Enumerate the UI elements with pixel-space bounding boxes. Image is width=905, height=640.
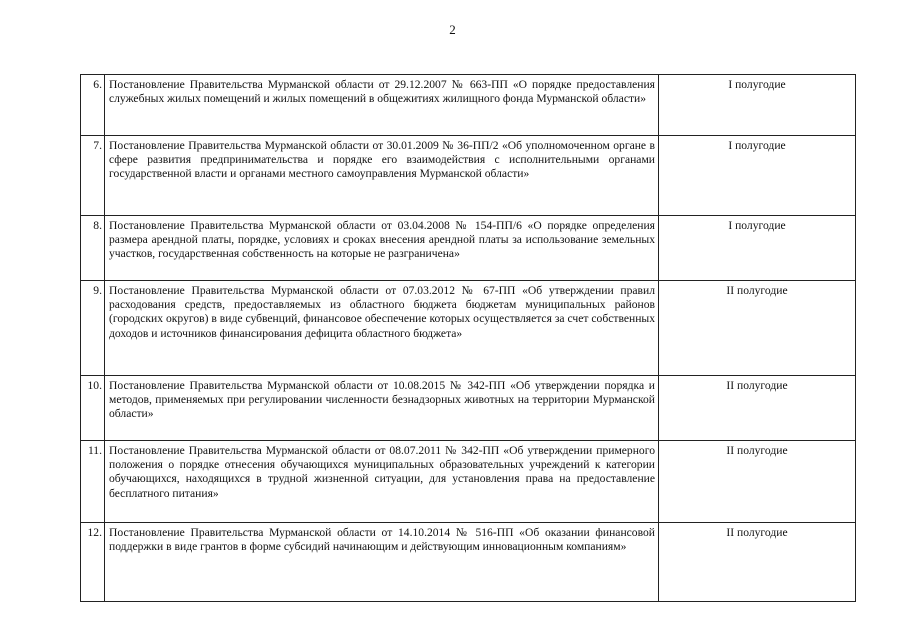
row-number: 7. [81,136,105,216]
period: I полугодие [659,136,856,216]
table-row [81,136,856,216]
period: I полугодие [659,75,856,136]
period: II полугодие [659,523,856,602]
regulation-title: Постановление Правительства Мурманской области от 07.03.2012 № 67-ПП «Об утверждении правил расходования средств, предоставляемых из областного бюджета бюджетам муниципальных районов (городских округов) в виде субвенций, финансовое обеспечение которых осуществляется за счет собственных доходов и источников финансирования дефицита областного бюджета» [105,281,659,376]
period: II полугодие [659,441,856,523]
table-row [81,523,856,602]
table-row [81,441,856,523]
table-row [81,75,856,136]
row-number: 9. [81,281,105,376]
row-number: 12. [81,523,105,602]
period: I полугодие [659,216,856,281]
row-number: 10. [81,376,105,441]
regulations-table [80,74,856,602]
regulation-title: Постановление Правительства Мурманской области от 30.01.2009 № 36-ПП/2 «Об уполномоченном органе в сфере развития предпринимательства и порядке его взаимодействия с исполнительными органами государственной власти и органами местного самоуправления Мурманской области» [105,136,659,216]
regulation-title: Постановление Правительства Мурманской области от 14.10.2014 № 516-ПП «Об оказании финансовой поддержки в виде грантов в форме субсидий начинающим и действующим инновационным компаниям» [105,523,659,602]
table-row [81,216,856,281]
period: II полугодие [659,376,856,441]
page-number: 2 [449,22,456,37]
row-number: 11. [81,441,105,523]
row-number: 8. [81,216,105,281]
period: II полугодие [659,281,856,376]
regulation-title: Постановление Правительства Мурманской области от 10.08.2015 № 342-ПП «Об утверждении порядка и методов, применяемых при регулировании численности безнадзорных животных на территории Мурманской области» [105,376,659,441]
regulation-title: Постановление Правительства Мурманской области от 29.12.2007 № 663-ПП «О порядке предоставления служебных жилых помещений и жилых помещений в общежитиях жилищного фонда Мурманской области» [105,75,659,136]
table-row [81,281,856,376]
regulation-title: Постановление Правительства Мурманской области от 03.04.2008 № 154-ПП/6 «О порядке определения размера арендной платы, порядке, условиях и сроках внесения арендной платы за использование земельных участков, государственная собственность на которые не разграничена» [105,216,659,281]
row-number: 6. [81,75,105,136]
regulation-title: Постановление Правительства Мурманской области от 08.07.2011 № 342-ПП «Об утверждении примерного положения о порядке отнесения обучающихся муниципальных образовательных учреждений к категории обучающихся, находящихся в трудной жизненной ситуации, для установления права на предоставление бесплатного питания» [105,441,659,523]
table-row [81,376,856,441]
